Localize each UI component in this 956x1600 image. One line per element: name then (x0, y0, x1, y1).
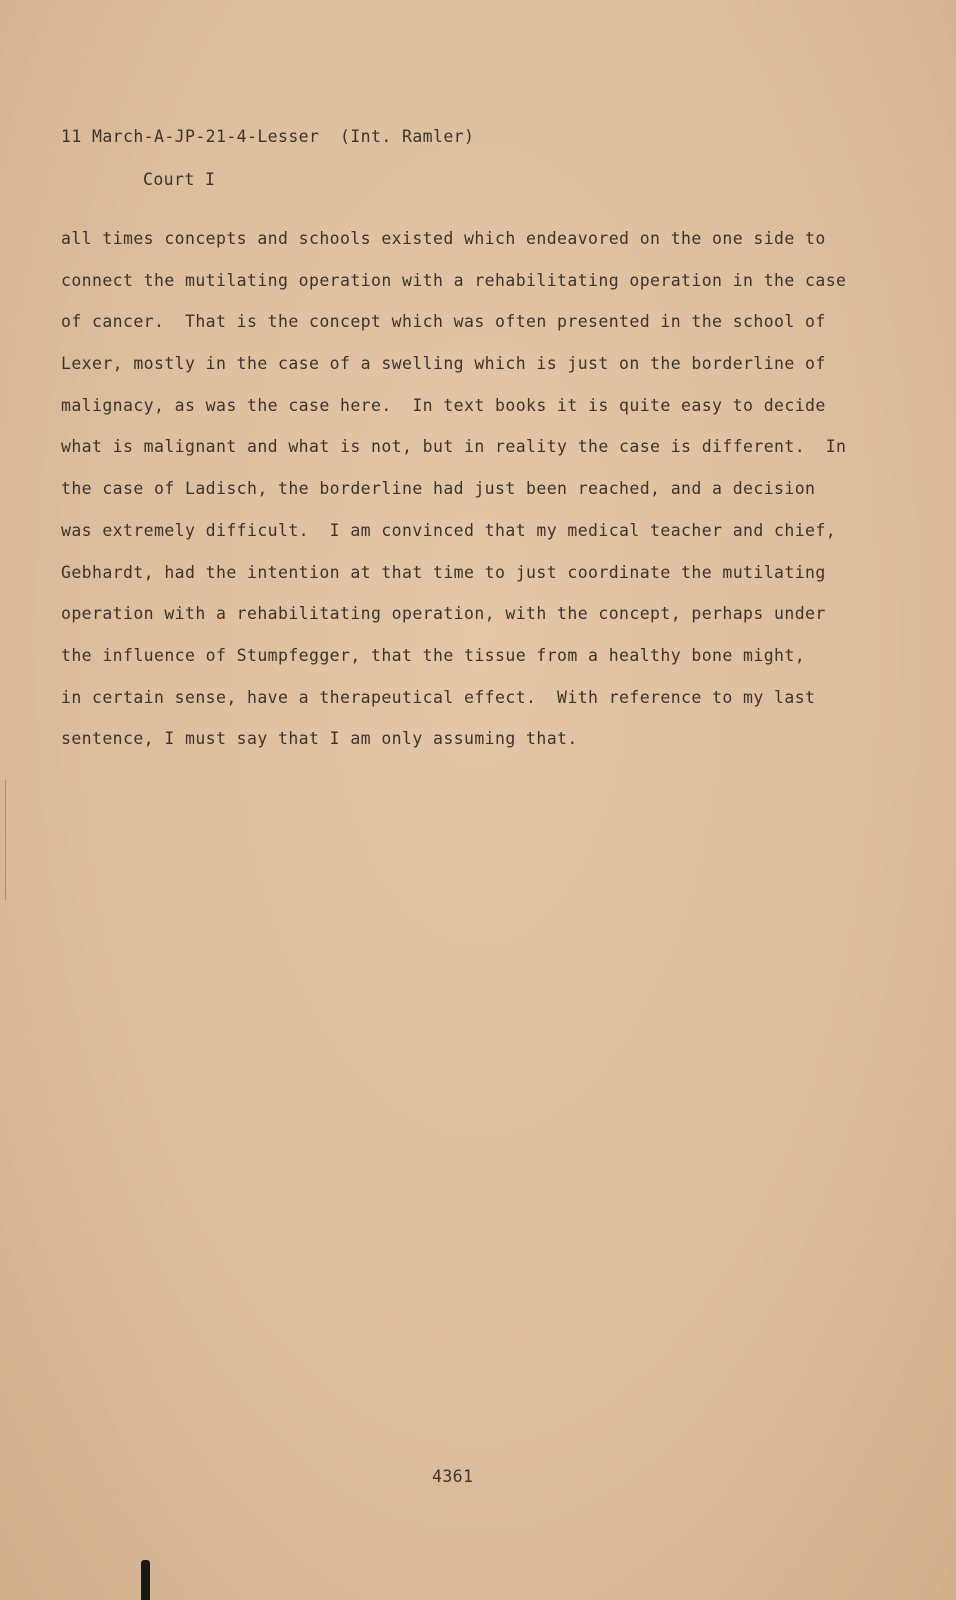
text-line: the influence of Stumpfegger, that the tissue from a healthy bone might, (61, 645, 806, 665)
text-line: sentence, I must say that I am only assuming that. (61, 729, 578, 749)
text-line: what is malignant and what is not, but in reality the case is different. In (61, 437, 847, 457)
text-line: Gebhardt, had the intention at that time to just coordinate the mutilating (61, 562, 826, 582)
text-line: all times concepts and schools existed which endeavored on the one side to (61, 229, 826, 248)
text-line: the case of Ladisch, the borderline had just been reached, and a decision (61, 479, 816, 499)
text-line: Lexer, mostly in the case of a swelling which is just on the borderline of (61, 354, 826, 374)
court-label: Court I (143, 170, 216, 189)
transcript-body (61, 228, 921, 770)
text-line: operation with a rehabilitating operation, with the concept, perhaps under (61, 604, 826, 624)
text-line: was extremely difficult. I am convinced that my medical teacher and chief, (61, 520, 837, 540)
text-line: of cancer. That is the concept which was often presented in the school of (61, 312, 826, 332)
text-line: connect the mutilating operation with a rehabilitating operation in the case (61, 270, 847, 290)
binding-mark (141, 1560, 150, 1600)
text-line: malignacy, as was the case here. In text books it is quite easy to decide (61, 395, 826, 415)
page-number: 4361 (432, 1467, 474, 1486)
document-header: 11 March-A-JP-21-4-Lesser (Int. Ramler) (61, 127, 475, 146)
paper-fold-mark (5, 780, 6, 900)
text-line: in certain sense, have a therapeutical effect. With reference to my last (61, 687, 816, 707)
